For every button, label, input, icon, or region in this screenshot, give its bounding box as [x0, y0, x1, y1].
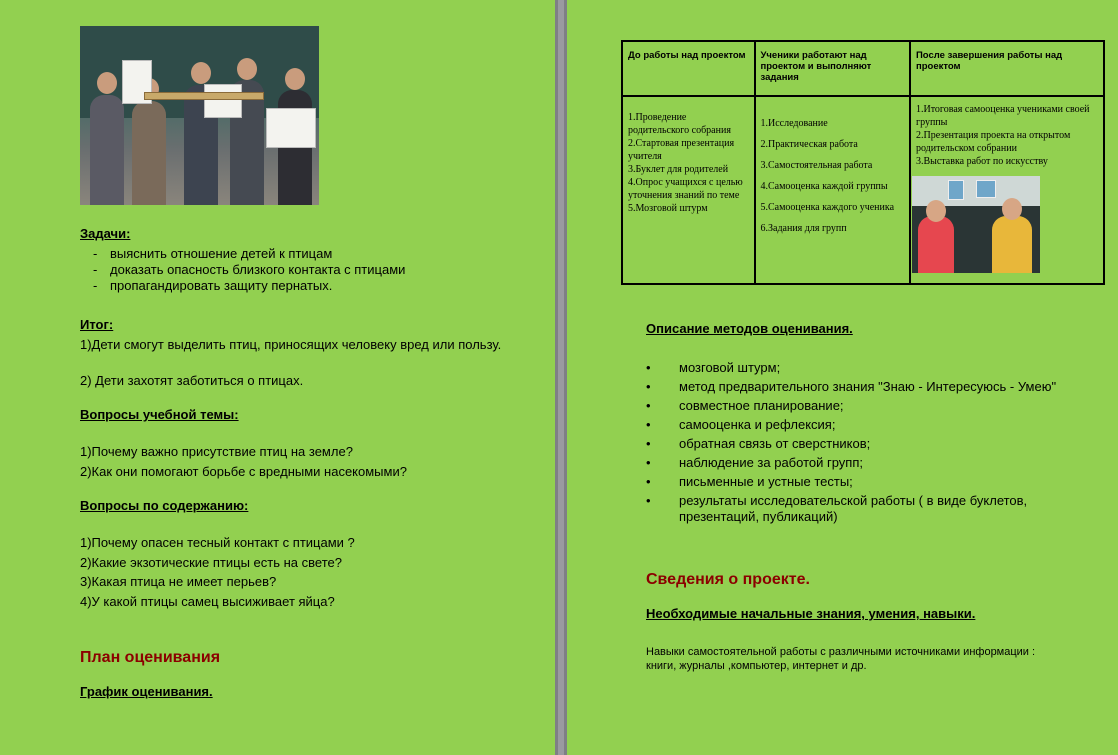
- list-item: - пропагандировать защиту пернатых.: [80, 278, 540, 294]
- list-item: 6.Задания для групп: [760, 223, 847, 234]
- result-heading: Итог:: [80, 317, 114, 332]
- list-item: - доказать опасность близкого контакта с птицами: [80, 262, 540, 278]
- content-question: 1)Почему опасен тесный контакт с птицами ?: [80, 535, 355, 550]
- list-item: 3.Буклет для родителей: [628, 164, 729, 175]
- knowledge-text: Навыки самостоятельной работы с различными источниками информации : книги, журналы ,компьютер, интернет и др.: [646, 646, 1036, 672]
- list-item: • результаты исследовательской работы ( в виде буклетов, презентаций, публикаций): [646, 493, 1086, 525]
- list-item: 4.Самооценка каждой группы: [760, 181, 888, 192]
- list-item: 2.Презентация проекта на открытом родительском собрании: [915, 130, 1071, 154]
- topic-question: 1)Почему важно присутствие птиц на земле?: [80, 444, 353, 459]
- table-header: Ученики работают над проектом и выполняют задания: [755, 41, 910, 96]
- list-item: 1.Проведение родительского собрания: [628, 112, 731, 136]
- content-questions-heading: Вопросы по содержанию:: [80, 498, 249, 513]
- list-item: • метод предварительного знания "Знаю - Интересуюсь - Умею": [646, 379, 1086, 395]
- table-cell: [622, 96, 755, 284]
- tasks-list: [80, 246, 540, 294]
- list-item: 2.Стартовая презентация учителя: [628, 138, 735, 162]
- list-item: - выяснить отношение детей к птицам: [80, 246, 540, 262]
- table-header: До работы над проектом: [622, 41, 755, 96]
- tasks-heading: Задачи:: [80, 226, 131, 241]
- girls-photo: [912, 176, 1040, 273]
- list-item: • совместное планирование;: [646, 398, 1086, 414]
- topic-questions-heading: Вопросы учебной темы:: [80, 407, 239, 422]
- page-gutter: [555, 0, 567, 755]
- list-item: 1.Итоговая самооценка учениками своей группы: [915, 104, 1090, 128]
- knowledge-heading: Необходимые начальные знания, умения, навыки.: [646, 606, 976, 621]
- result-item: 2) Дети захотят заботиться о птицах.: [80, 373, 304, 388]
- methods-heading: Описание методов оценивания.: [646, 321, 853, 336]
- list-item: • самооценка и рефлексия;: [646, 417, 1086, 433]
- list-item: • обратная связь от сверстников;: [646, 436, 1086, 452]
- table-header: После завершения работы над проектом: [910, 41, 1104, 96]
- list-item: • письменные и устные тесты;: [646, 474, 1086, 490]
- content-question: 3)Какая птица не имеет перьев?: [80, 574, 277, 589]
- methods-list: [646, 360, 1086, 528]
- list-item: 1.Исследование: [760, 118, 828, 129]
- left-page: [0, 0, 555, 755]
- list-item: 3.Самостоятельная работа: [760, 160, 873, 171]
- list-item: 5.Самооценка каждого ученика: [760, 202, 895, 213]
- list-item: 2.Практическая работа: [760, 139, 858, 150]
- students-photo: [80, 26, 319, 205]
- content-question: 2)Какие экзотические птицы есть на свете?: [80, 555, 342, 570]
- list-item: • мозговой штурм;: [646, 360, 1086, 376]
- list-item: 4.Опрос учащихся с целью уточнения знаний по теме: [628, 177, 743, 201]
- list-item: 3.Выставка работ по искусству: [915, 156, 1048, 167]
- right-page: [567, 0, 1118, 755]
- table-cell: [755, 96, 910, 284]
- list-item: • наблюдение за работой групп;: [646, 455, 1086, 471]
- list-item: 5.Мозговой штурм: [628, 203, 708, 214]
- assessment-plan-heading: План оценивания: [80, 649, 221, 666]
- project-info-heading: Сведения о проекте.: [646, 571, 810, 588]
- assessment-schedule-heading: График оценивания.: [80, 684, 213, 699]
- content-question: 4)У какой птицы самец высиживает яйца?: [80, 594, 335, 609]
- result-item: 1)Дети смогут выделить птиц, приносящих человеку вред или пользу.: [80, 337, 502, 352]
- topic-question: 2)Как они помогают борьбе с вредными насекомыми?: [80, 464, 407, 479]
